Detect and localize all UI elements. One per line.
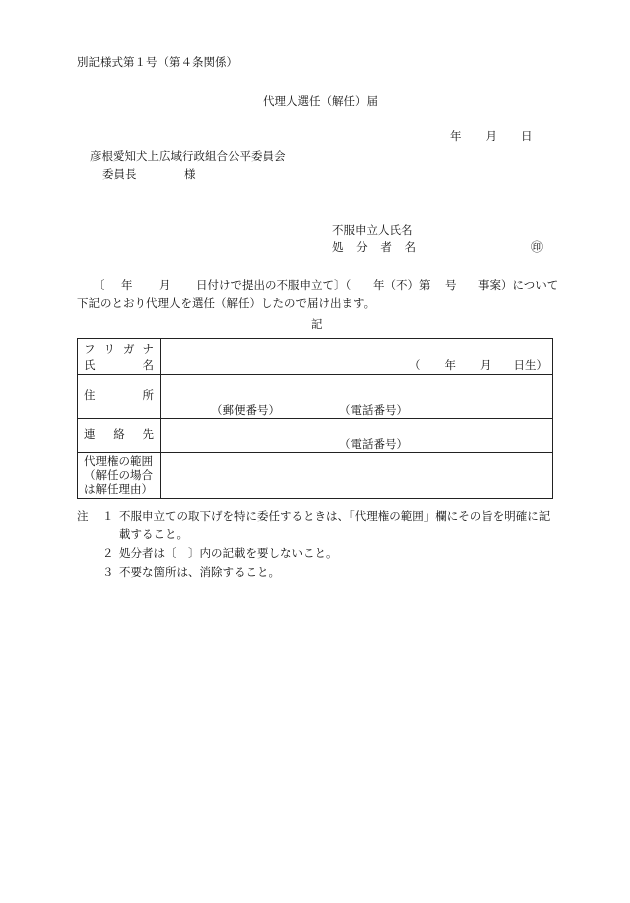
date-day: 日 bbox=[521, 129, 533, 143]
note-1-continuation: 載すること。 bbox=[119, 527, 188, 541]
contact-phone-label: （電話番号） bbox=[339, 437, 408, 451]
disposer-name-label: 処 分 者 名 bbox=[332, 240, 416, 254]
postal-code-label: （郵便番号） bbox=[211, 403, 280, 417]
addressee-honorific: 様 bbox=[184, 167, 196, 181]
form-number: 別記様式第１号（第４条関係） bbox=[77, 55, 238, 69]
scope-label-cell: 代理権の範囲 （解任の場合 は解任理由） bbox=[78, 453, 161, 499]
table-row-scope bbox=[78, 453, 553, 499]
date-line bbox=[450, 131, 533, 143]
date-year: 年 bbox=[450, 129, 462, 143]
seal-mark: ㊞ bbox=[531, 240, 544, 254]
address-value-cell[interactable] bbox=[161, 375, 553, 419]
birth-date: （ 年 月 日生） bbox=[409, 358, 548, 372]
addressee-org: 彦根愛知犬上広域行政組合公平委員会 bbox=[90, 149, 286, 163]
name-label-cell: フ リ ガ ナ 氏 名 bbox=[78, 339, 161, 375]
address-label-cell: 住 所 bbox=[78, 375, 161, 419]
note-3-text: 不要な箇所は、消除すること。 bbox=[119, 565, 280, 579]
note-2-text: 処分者は〔 〕内の記載を要しないこと。 bbox=[119, 546, 338, 560]
date-month: 月 bbox=[485, 129, 497, 143]
note-1-text: 不服申立ての取下げを特に委任するときは、「代理権の範囲」欄にその旨を明確に記 bbox=[119, 509, 551, 523]
scope-value-cell[interactable] bbox=[161, 453, 553, 499]
table-row-name bbox=[78, 339, 553, 375]
name-value-cell[interactable] bbox=[161, 339, 553, 375]
table-row-contact bbox=[78, 419, 553, 453]
notes-prefix: 注 bbox=[77, 509, 89, 523]
address-phone-label: （電話番号） bbox=[339, 403, 408, 417]
addressee-chair: 委員長 bbox=[102, 167, 137, 181]
table-row-address bbox=[78, 375, 553, 419]
body-line-2: 下記のとおり代理人を選任（解任）したので届け出ます。 bbox=[77, 296, 376, 310]
note-2-number: ２ bbox=[102, 546, 114, 560]
agent-table bbox=[77, 338, 553, 499]
document-title: 代理人選任（解任）届 bbox=[263, 94, 378, 108]
contact-value-cell[interactable] bbox=[161, 419, 553, 453]
ki-heading: 記 bbox=[311, 317, 323, 331]
note-1-number: １ bbox=[102, 509, 114, 523]
note-3-number: ３ bbox=[102, 565, 114, 579]
contact-label-cell: 連 絡 先 bbox=[78, 419, 161, 453]
applicant-name-label: 不服申立人氏名 bbox=[332, 223, 413, 237]
